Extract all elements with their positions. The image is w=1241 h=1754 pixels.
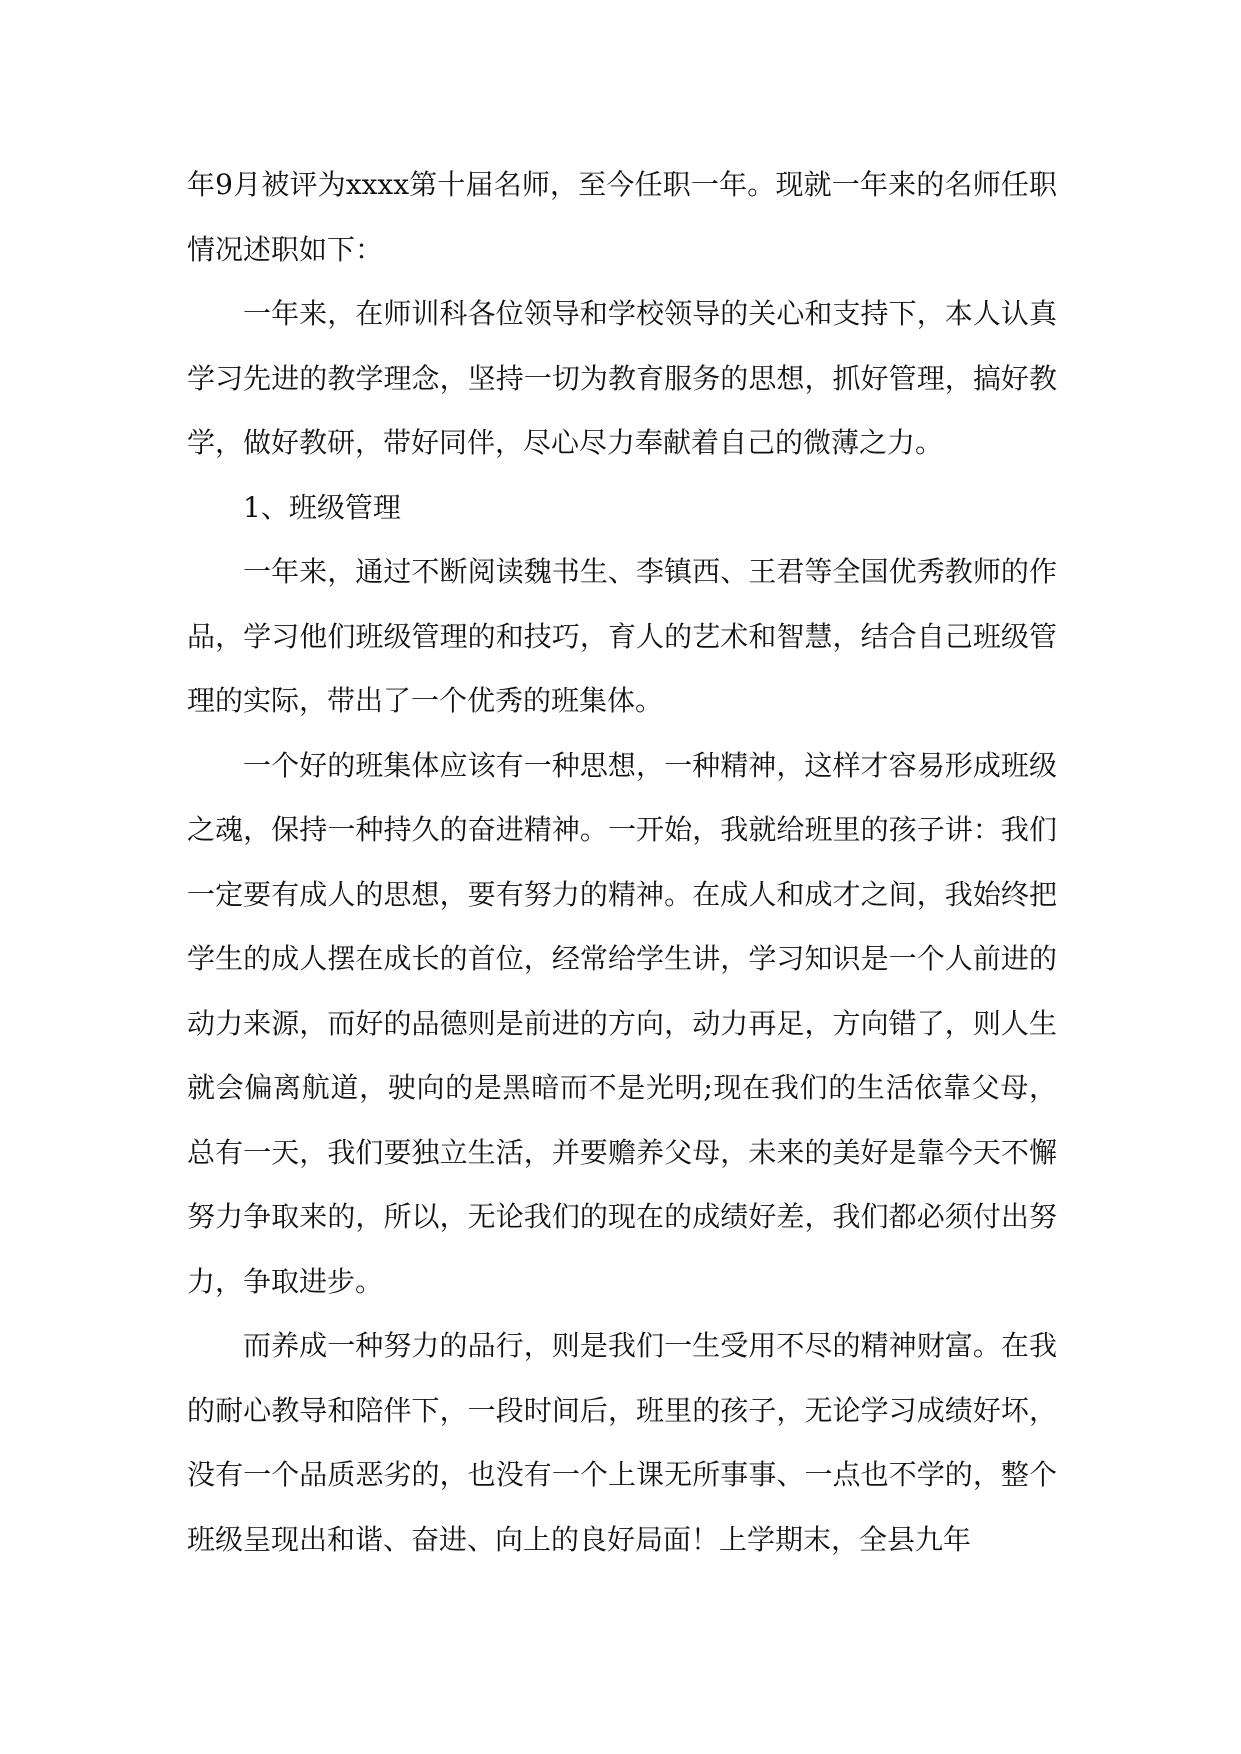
- paragraph-overview: 一年来，在师训科各位领导和学校领导的关心和支持下，本人认真学习先进的教学理念，坚持一切为教育服务的思想，抓好管理，搞好教学，做好教研，带好同伴，尽心尽力奉献着自己的微薄之力。: [187, 297, 1057, 459]
- paragraph-intro: 年9月被评为xxxx第十届名师，至今任职一年。现就一年来的名师任职情况述职如下：: [187, 168, 1057, 266]
- document-body: [187, 153, 1057, 1572]
- paragraph-reading: 一年来，通过不断阅读魏书生、李镇西、王君等全国优秀教师的作品，学习他们班级管理的和技巧，育人的艺术和智慧，结合自己班级管理的实际，带出了一个优秀的班集体。: [187, 555, 1057, 717]
- paragraph-class-spirit: 一个好的班集体应该有一种思想，一种精神，这样才容易形成班级之魂，保持一种持久的奋进精神。一开始，我就给班里的孩子讲：我们一定要有成人的思想，要有努力的精神。在成人和成才之间，我始终把学生的成人摆在成长的首位，经常给学生讲，学习知识是一个人前进的动力来源，而好的品德则是前进的方向，动力再足，方向错了，则人生就会偏离航道，驶向的是黑暗而不是光明;现在我们的生活依靠父母，总有一天，我们要独立生活，并要赡养父母，未来的美好是靠今天不懈努力争取来的，所以，无论我们的现在的成绩好差，我们都必须付出努力，争取进步。: [187, 748, 1057, 1298]
- section-heading-class-management: 1、班级管理: [243, 490, 401, 524]
- paragraph-conduct: 而养成一种努力的品行，则是我们一生受用不尽的精神财富。在我的耐心教导和陪伴下，一段时间后，班里的孩子，无论学习成绩好坏，没有一个品质恶劣的，也没有一个上课无所事事、一点也不学的，整个班级呈现出和谐、奋进、向上的良好局面！上学期末，全县九年: [187, 1329, 1057, 1556]
